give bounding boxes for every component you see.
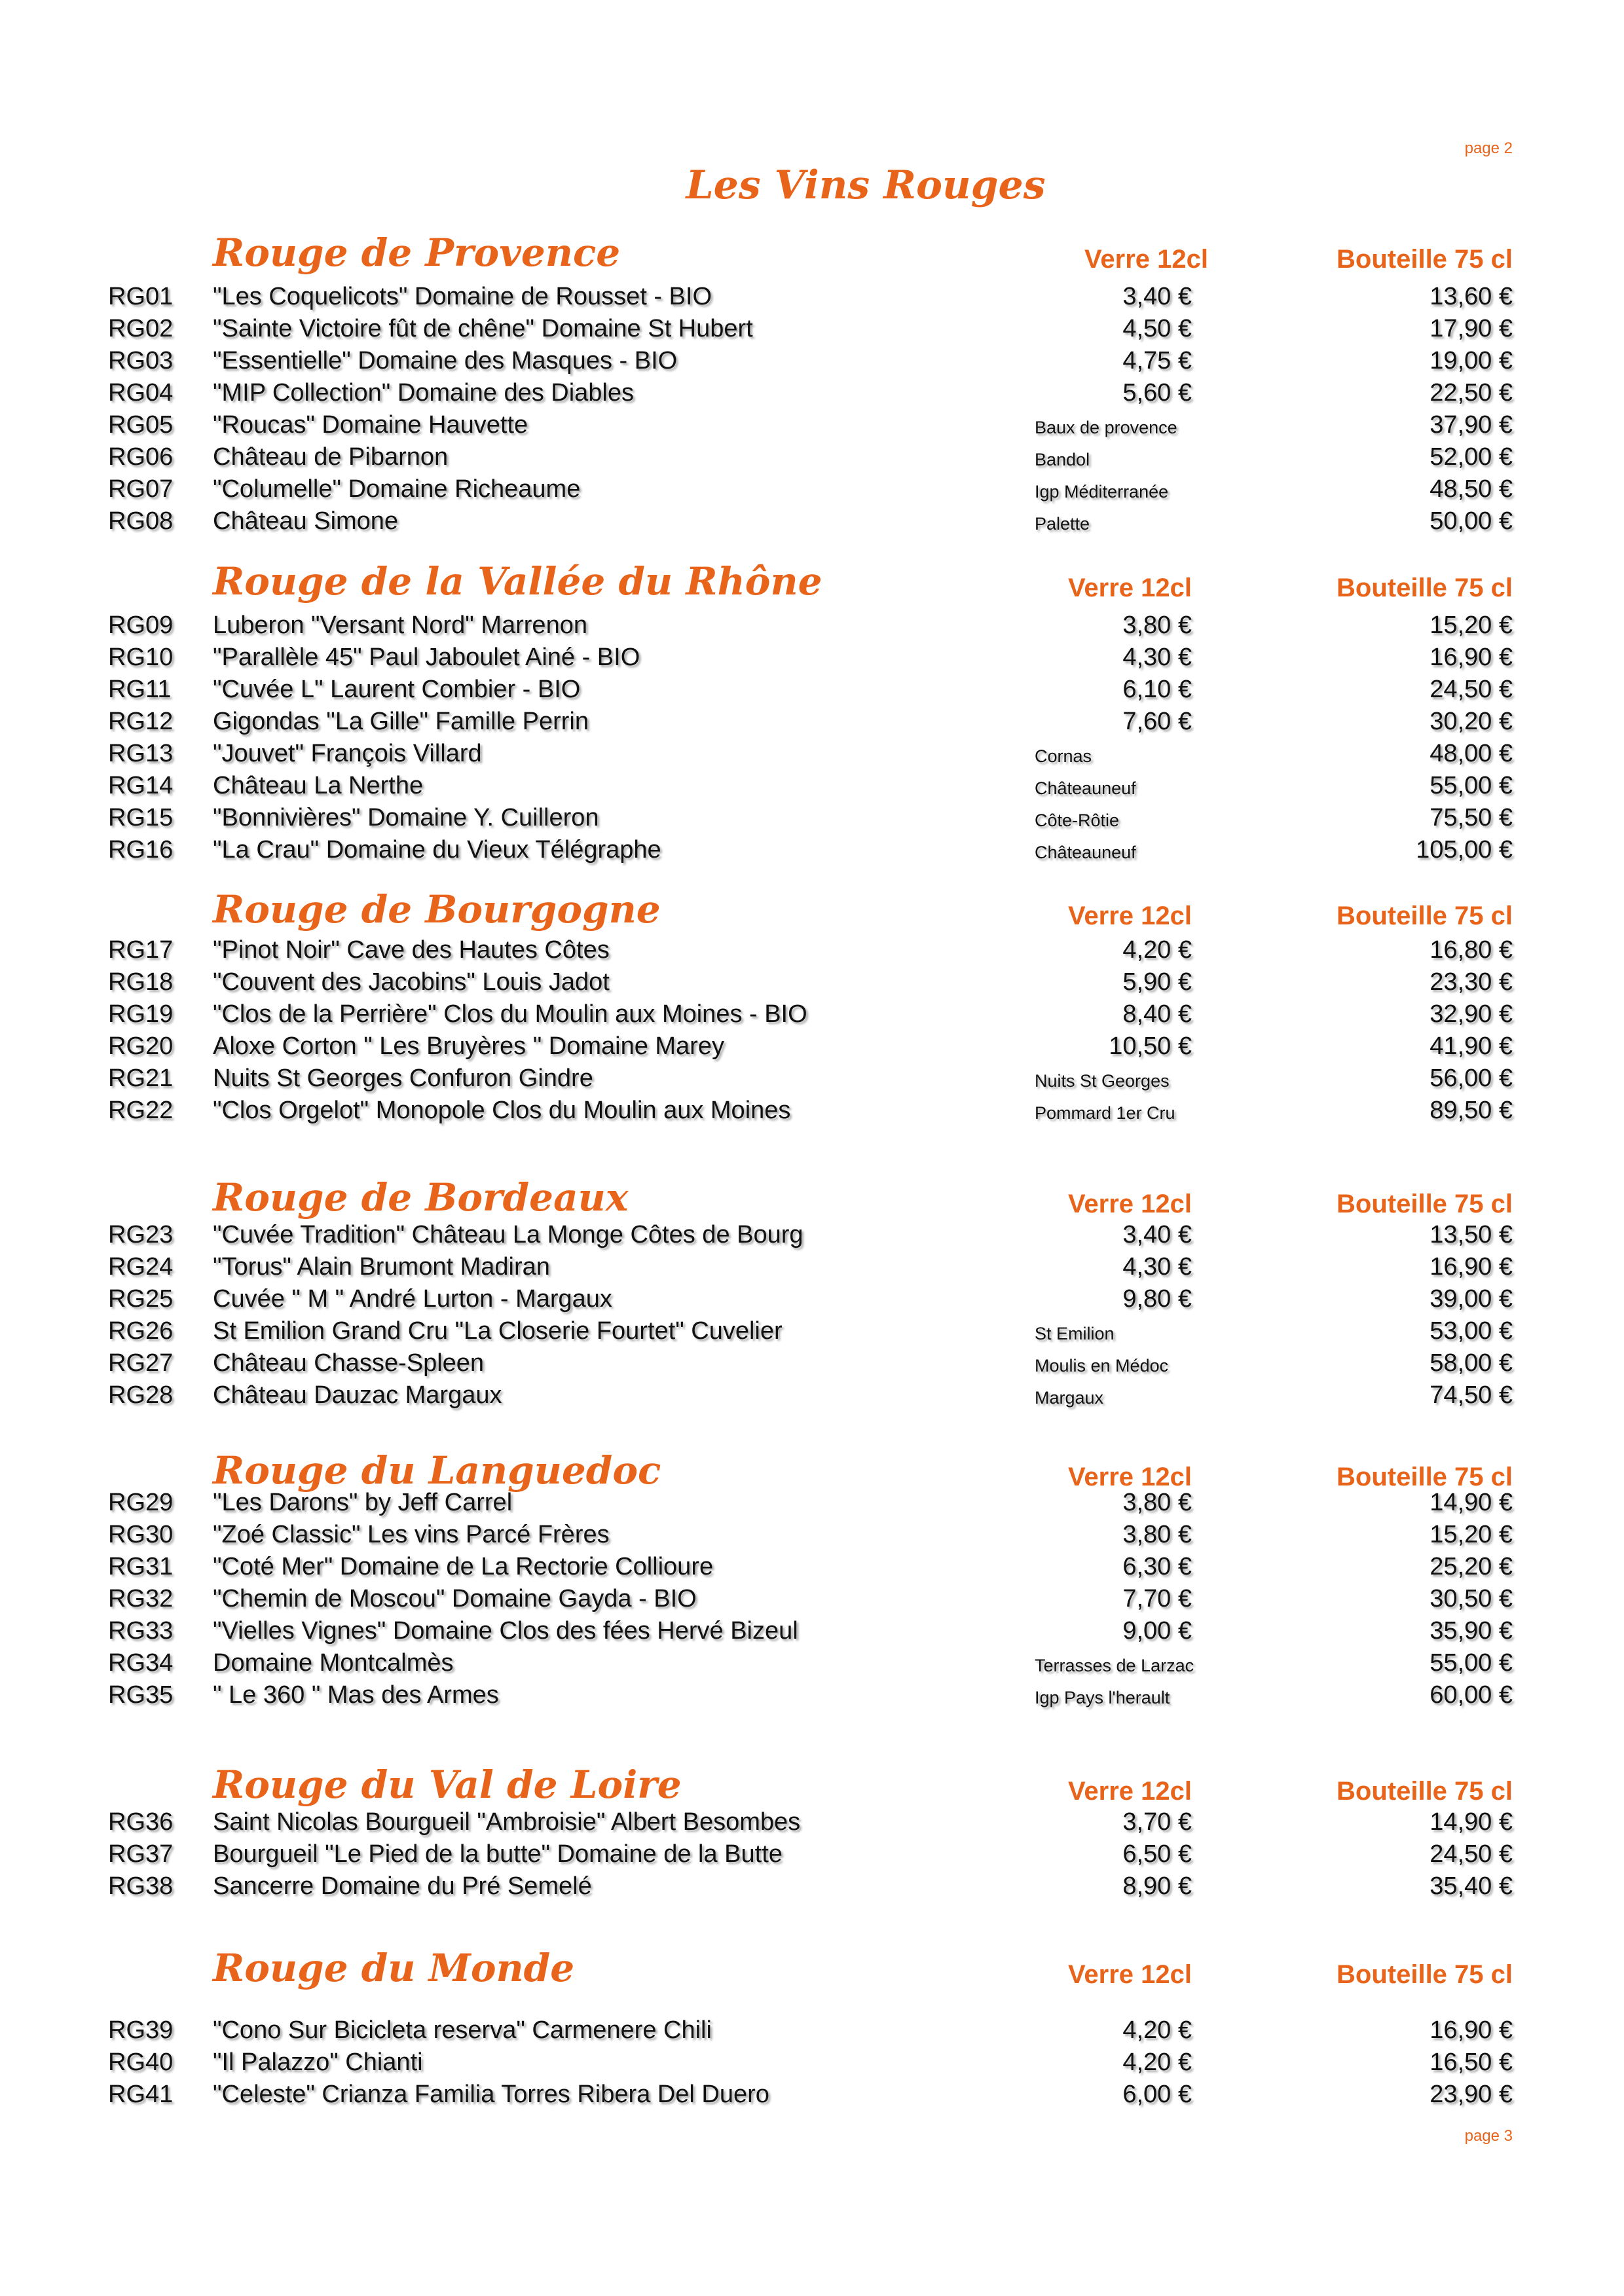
wine-row xyxy=(0,2016,1624,2049)
wine-row xyxy=(0,507,1624,539)
appellation-note: Châteauneuf xyxy=(1035,778,1136,798)
col-header-bottle: Bouteille 75 cl xyxy=(1337,574,1513,602)
wine-code: RG03 xyxy=(108,347,174,374)
bottle-price: 35,40 € xyxy=(1430,1872,1513,1900)
wine-row xyxy=(0,283,1624,315)
glass-price: 6,50 € xyxy=(1122,1840,1192,1868)
wine-name: Cuvée " M " André Lurton - Margaux xyxy=(213,1285,612,1313)
bottle-price: 16,50 € xyxy=(1430,2049,1513,2076)
wine-name: "Celeste" Crianza Familia Torres Ribera Del Duero xyxy=(213,2081,769,2108)
glass-price: 6,10 € xyxy=(1122,676,1192,703)
wine-name: "Jouvet" François Villard xyxy=(213,740,482,767)
bottle-price: 24,50 € xyxy=(1430,1840,1513,1868)
glass-price: 4,50 € xyxy=(1122,315,1192,342)
wine-code: RG10 xyxy=(108,644,174,671)
wine-code: RG22 xyxy=(108,1097,174,1124)
wine-name: Luberon "Versant Nord" Marrenon xyxy=(213,611,587,639)
wine-row xyxy=(0,1649,1624,1681)
wine-name: Château Chasse-Spleen xyxy=(213,1349,485,1377)
bottle-price: 55,00 € xyxy=(1430,1649,1513,1677)
glass-price: 5,60 € xyxy=(1122,379,1192,407)
bottle-price: 15,20 € xyxy=(1430,1521,1513,1548)
wine-row xyxy=(0,1521,1624,1553)
col-header-glass: Verre 12cl xyxy=(1067,902,1192,930)
page-number-bottom: page 3 xyxy=(1464,2127,1513,2145)
wine-name: Château Dauzac Margaux xyxy=(213,1381,502,1409)
wine-code: RG25 xyxy=(108,1285,174,1313)
bottle-price: 30,50 € xyxy=(1430,1585,1513,1613)
bottle-price: 13,50 € xyxy=(1430,1221,1513,1248)
col-header-bottle: Bouteille 75 cl xyxy=(1337,902,1513,930)
wine-list xyxy=(0,936,1624,1129)
wine-code: RG37 xyxy=(108,1840,174,1868)
glass-price: 8,40 € xyxy=(1122,1000,1192,1028)
wine-row xyxy=(0,1840,1624,1872)
bottle-price: 16,80 € xyxy=(1430,936,1513,964)
glass-price: 6,00 € xyxy=(1122,2081,1192,2108)
bottle-price: 16,90 € xyxy=(1430,644,1513,671)
section-title: Rouge du Monde xyxy=(213,1946,575,1990)
section-loire xyxy=(0,1762,1624,1911)
appellation-note: Pommard 1er Cru xyxy=(1035,1103,1175,1123)
wine-code: RG24 xyxy=(108,1253,174,1281)
bottle-price: 30,20 € xyxy=(1430,708,1513,735)
appellation-note: Moulis en Médoc xyxy=(1035,1356,1169,1376)
bottle-price: 48,00 € xyxy=(1430,740,1513,767)
wine-name: "Torus" Alain Brumont Madiran xyxy=(213,1253,550,1281)
wine-row xyxy=(0,1253,1624,1285)
wine-list xyxy=(0,2016,1624,2113)
wine-code: RG41 xyxy=(108,2081,174,2108)
wine-name: "Roucas" Domaine Hauvette xyxy=(213,411,528,439)
wine-code: RG01 xyxy=(108,283,174,310)
wine-code: RG02 xyxy=(108,315,174,342)
wine-row xyxy=(0,611,1624,644)
col-header-bottle: Bouteille 75 cl xyxy=(1337,1777,1513,1806)
glass-price: 4,20 € xyxy=(1122,2016,1192,2044)
appellation-note: Bandol xyxy=(1035,450,1090,469)
wine-code: RG33 xyxy=(108,1617,174,1645)
glass-price: 7,70 € xyxy=(1122,1585,1192,1613)
wine-name: Nuits St Georges Confuron Gindre xyxy=(213,1065,593,1092)
wine-name: " Le 360 " Mas des Armes xyxy=(213,1681,499,1709)
appellation-note: Margaux xyxy=(1035,1388,1104,1408)
wine-row xyxy=(0,1808,1624,1840)
glass-price: 3,80 € xyxy=(1122,611,1192,639)
wine-list xyxy=(0,283,1624,539)
glass-price: 8,90 € xyxy=(1122,1872,1192,1900)
col-header-bottle: Bouteille 75 cl xyxy=(1337,245,1513,274)
wine-code: RG06 xyxy=(108,443,174,471)
appellation-note: Terrasses de Larzac xyxy=(1035,1656,1194,1675)
wine-name: "Les Darons" by Jeff Carrel xyxy=(213,1489,513,1516)
wine-code: RG40 xyxy=(108,2049,174,2076)
bottle-price: 25,20 € xyxy=(1430,1553,1513,1580)
wine-name: "Essentielle" Domaine des Masques - BIO xyxy=(213,347,678,374)
col-header-bottle: Bouteille 75 cl xyxy=(1337,1960,1513,1989)
glass-price: 3,80 € xyxy=(1122,1521,1192,1548)
wine-row xyxy=(0,1872,1624,1904)
col-header-glass: Verre 12cl xyxy=(1067,1960,1192,1989)
wine-code: RG38 xyxy=(108,1872,174,1900)
bottle-price: 37,90 € xyxy=(1430,411,1513,439)
bottle-price: 35,90 € xyxy=(1430,1617,1513,1645)
glass-price: 7,60 € xyxy=(1122,708,1192,735)
section-languedoc xyxy=(0,1448,1624,1725)
glass-price: 6,30 € xyxy=(1122,1553,1192,1580)
wine-name: Saint Nicolas Bourgueil "Ambroisie" Albert Besombes xyxy=(213,1808,801,1836)
wine-code: RG32 xyxy=(108,1585,174,1613)
wine-name: "Columelle" Domaine Richeaume xyxy=(213,475,581,503)
wine-row xyxy=(0,1489,1624,1521)
wine-name: Château Simone xyxy=(213,507,399,535)
wine-code: RG14 xyxy=(108,772,174,799)
wine-row xyxy=(0,1000,1624,1032)
wine-code: RG35 xyxy=(108,1681,174,1709)
bottle-price: 23,90 € xyxy=(1430,2081,1513,2108)
bottle-price: 75,50 € xyxy=(1430,804,1513,831)
wine-name: "Coté Mer" Domaine de La Rectorie Collioure xyxy=(213,1553,714,1580)
wine-name: Bourgueil "Le Pied de la butte" Domaine de la Butte xyxy=(213,1840,783,1868)
wine-code: RG20 xyxy=(108,1032,174,1060)
bottle-price: 55,00 € xyxy=(1430,772,1513,799)
wine-row xyxy=(0,936,1624,968)
wine-row xyxy=(0,1585,1624,1617)
wine-name: Aloxe Corton " Les Bruyères " Domaine Marey xyxy=(213,1032,724,1060)
wine-name: "Cuvée L" Laurent Combier - BIO xyxy=(213,676,581,703)
wine-row xyxy=(0,1317,1624,1349)
wine-code: RG12 xyxy=(108,708,174,735)
wine-name: "Clos Orgelot" Monopole Clos du Moulin aux Moines xyxy=(213,1097,791,1124)
wine-list xyxy=(0,611,1624,868)
bottle-price: 48,50 € xyxy=(1430,475,1513,503)
bottle-price: 56,00 € xyxy=(1430,1065,1513,1092)
wine-row xyxy=(0,1617,1624,1649)
section-title: Rouge de Bourgogne xyxy=(213,887,661,932)
wine-name: Château de Pibarnon xyxy=(213,443,449,471)
wine-name: "Chemin de Moscou" Domaine Gayda - BIO xyxy=(213,1585,697,1613)
wine-name: Sancerre Domaine du Pré Semelé xyxy=(213,1872,592,1900)
glass-price: 9,00 € xyxy=(1122,1617,1192,1645)
wine-row xyxy=(0,379,1624,411)
wine-code: RG21 xyxy=(108,1065,174,1092)
appellation-note: Nuits St Georges xyxy=(1035,1071,1170,1091)
glass-price: 4,20 € xyxy=(1122,936,1192,964)
col-header-bottle: Bouteille 75 cl xyxy=(1337,1190,1513,1218)
bottle-price: 105,00 € xyxy=(1416,836,1513,864)
bottle-price: 41,90 € xyxy=(1430,1032,1513,1060)
wine-row xyxy=(0,1097,1624,1129)
wine-code: RG08 xyxy=(108,507,174,535)
wine-row xyxy=(0,836,1624,868)
wine-code: RG26 xyxy=(108,1317,174,1345)
glass-price: 3,40 € xyxy=(1122,1221,1192,1248)
wine-name: "Sainte Victoire fût de chêne" Domaine St Hubert xyxy=(213,315,753,342)
col-header-bottle: Bouteille 75 cl xyxy=(1337,1463,1513,1491)
wine-code: RG17 xyxy=(108,936,174,964)
bottle-price: 14,90 € xyxy=(1430,1808,1513,1836)
section-bourgogne xyxy=(0,887,1624,1132)
bottle-price: 50,00 € xyxy=(1430,507,1513,535)
wine-row xyxy=(0,347,1624,379)
wine-name: "Bonnivières" Domaine Y. Cuilleron xyxy=(213,804,599,831)
wine-code: RG05 xyxy=(108,411,174,439)
wine-code: RG09 xyxy=(108,611,174,639)
wine-row xyxy=(0,1285,1624,1317)
wine-code: RG23 xyxy=(108,1221,174,1248)
wine-row xyxy=(0,2049,1624,2081)
appellation-note: Igp Méditerranée xyxy=(1035,482,1169,501)
section-title: Rouge du Languedoc xyxy=(213,1448,661,1493)
wine-list xyxy=(0,1489,1624,1713)
wine-list xyxy=(0,1221,1624,1413)
wine-name: "MIP Collection" Domaine des Diables xyxy=(213,379,635,407)
appellation-note: Côte-Rôtie xyxy=(1035,811,1120,830)
wine-row xyxy=(0,804,1624,836)
bottle-price: 60,00 € xyxy=(1430,1681,1513,1709)
section-title: Rouge de la Vallée du Rhône xyxy=(213,559,822,604)
glass-price: 4,75 € xyxy=(1122,347,1192,374)
section-title: Rouge de Provence xyxy=(213,230,621,275)
bottle-price: 13,60 € xyxy=(1430,283,1513,310)
wine-code: RG39 xyxy=(108,2016,174,2044)
section-monde xyxy=(0,1946,1624,2108)
bottle-price: 89,50 € xyxy=(1430,1097,1513,1124)
page-title: Les Vins Rouges xyxy=(686,162,1046,208)
wine-row xyxy=(0,1065,1624,1097)
wine-code: RG15 xyxy=(108,804,174,831)
wine-row xyxy=(0,443,1624,475)
bottle-price: 24,50 € xyxy=(1430,676,1513,703)
wine-row xyxy=(0,411,1624,443)
bottle-price: 53,00 € xyxy=(1430,1317,1513,1345)
section-provence xyxy=(0,230,1624,539)
wine-name: "Cono Sur Bicicleta reserva" Carmenere Chili xyxy=(213,2016,712,2044)
bottle-price: 15,20 € xyxy=(1430,611,1513,639)
wine-list xyxy=(0,1808,1624,1904)
glass-price: 3,70 € xyxy=(1122,1808,1192,1836)
wine-name: "Pinot Noir" Cave des Hautes Côtes xyxy=(213,936,610,964)
wine-row xyxy=(0,644,1624,676)
wine-name: "Cuvée Tradition" Château La Monge Côtes de Bourg xyxy=(213,1221,803,1248)
wine-row xyxy=(0,1681,1624,1713)
wine-code: RG04 xyxy=(108,379,174,407)
wine-row xyxy=(0,1349,1624,1381)
wine-row xyxy=(0,676,1624,708)
bottle-price: 58,00 € xyxy=(1430,1349,1513,1377)
wine-name: "Vielles Vignes" Domaine Clos des fées Hervé Bizeul xyxy=(213,1617,798,1645)
wine-code: RG11 xyxy=(108,676,172,703)
wine-name: Château La Nerthe xyxy=(213,772,424,799)
wine-code: RG29 xyxy=(108,1489,174,1516)
section-bordeaux xyxy=(0,1175,1624,1420)
appellation-note: St Emilion xyxy=(1035,1324,1115,1343)
wine-code: RG07 xyxy=(108,475,174,503)
glass-price: 9,80 € xyxy=(1122,1285,1192,1313)
glass-price: 4,30 € xyxy=(1122,1253,1192,1281)
wine-name: "Zoé Classic" Les vins Parcé Frères xyxy=(213,1521,610,1548)
appellation-note: Palette xyxy=(1035,514,1090,534)
bottle-price: 22,50 € xyxy=(1430,379,1513,407)
wine-name: St Emilion Grand Cru "La Closerie Fourtet" Cuvelier xyxy=(213,1317,783,1345)
wine-code: RG34 xyxy=(108,1649,174,1677)
bottle-price: 74,50 € xyxy=(1430,1381,1513,1409)
bottle-price: 14,90 € xyxy=(1430,1489,1513,1516)
col-header-glass: Verre 12cl xyxy=(1067,1190,1192,1218)
wine-name: "Il Palazzo" Chianti xyxy=(213,2049,423,2076)
wine-row xyxy=(0,968,1624,1000)
wine-name: "Clos de la Perrière" Clos du Moulin aux Moines - BIO xyxy=(213,1000,807,1028)
wine-code: RG18 xyxy=(108,968,174,996)
wine-row xyxy=(0,475,1624,507)
col-header-glass: Verre 12cl xyxy=(1067,1463,1192,1491)
section-title: Rouge du Val de Loire xyxy=(213,1762,682,1807)
wine-name: "Couvent des Jacobins" Louis Jadot xyxy=(213,968,610,996)
wine-row xyxy=(0,2081,1624,2113)
wine-code: RG31 xyxy=(108,1553,174,1580)
bottle-price: 39,00 € xyxy=(1430,1285,1513,1313)
bottle-price: 17,90 € xyxy=(1430,315,1513,342)
wine-name: Gigondas "La Gille" Famille Perrin xyxy=(213,708,589,735)
wine-row xyxy=(0,1032,1624,1065)
wine-code: RG30 xyxy=(108,1521,174,1548)
wine-row xyxy=(0,740,1624,772)
page-number-top: page 2 xyxy=(1464,139,1513,157)
wine-row xyxy=(0,1221,1624,1253)
wine-code: RG13 xyxy=(108,740,174,767)
bottle-price: 16,90 € xyxy=(1430,2016,1513,2044)
wine-row xyxy=(0,772,1624,804)
bottle-price: 52,00 € xyxy=(1430,443,1513,471)
bottle-price: 23,30 € xyxy=(1430,968,1513,996)
wine-code: RG16 xyxy=(108,836,174,864)
wine-code: RG36 xyxy=(108,1808,174,1836)
col-header-glass: Verre 12cl xyxy=(1067,1777,1192,1806)
wine-name: Domaine Montcalmès xyxy=(213,1649,454,1677)
wine-code: RG27 xyxy=(108,1349,174,1377)
wine-code: RG19 xyxy=(108,1000,174,1028)
glass-price: 3,80 € xyxy=(1122,1489,1192,1516)
wine-row xyxy=(0,315,1624,347)
glass-price: 4,30 € xyxy=(1122,644,1192,671)
bottle-price: 16,90 € xyxy=(1430,1253,1513,1281)
appellation-note: Baux de provence xyxy=(1035,418,1177,437)
col-header-glass: Verre 12cl xyxy=(1084,245,1208,274)
wine-row xyxy=(0,1381,1624,1413)
section-title: Rouge de Bordeaux xyxy=(213,1175,629,1220)
bottle-price: 32,90 € xyxy=(1430,1000,1513,1028)
wine-name: "Les Coquelicots" Domaine de Rousset - BIO xyxy=(213,283,712,310)
glass-price: 3,40 € xyxy=(1122,283,1192,310)
wine-code: RG28 xyxy=(108,1381,174,1409)
glass-price: 5,90 € xyxy=(1122,968,1192,996)
col-header-glass: Verre 12cl xyxy=(1067,574,1192,602)
appellation-note: Cornas xyxy=(1035,746,1092,766)
bottle-price: 19,00 € xyxy=(1430,347,1513,374)
wine-row xyxy=(0,1553,1624,1585)
section-rhone xyxy=(0,559,1624,868)
appellation-note: Châteauneuf xyxy=(1035,843,1136,862)
appellation-note: Igp Pays l'herault xyxy=(1035,1688,1170,1707)
glass-price: 10,50 € xyxy=(1109,1032,1192,1060)
glass-price: 4,20 € xyxy=(1122,2049,1192,2076)
wine-name: "La Crau" Domaine du Vieux Télégraphe xyxy=(213,836,661,864)
wine-row xyxy=(0,708,1624,740)
wine-name: "Parallèle 45" Paul Jaboulet Ainé - BIO xyxy=(213,644,640,671)
